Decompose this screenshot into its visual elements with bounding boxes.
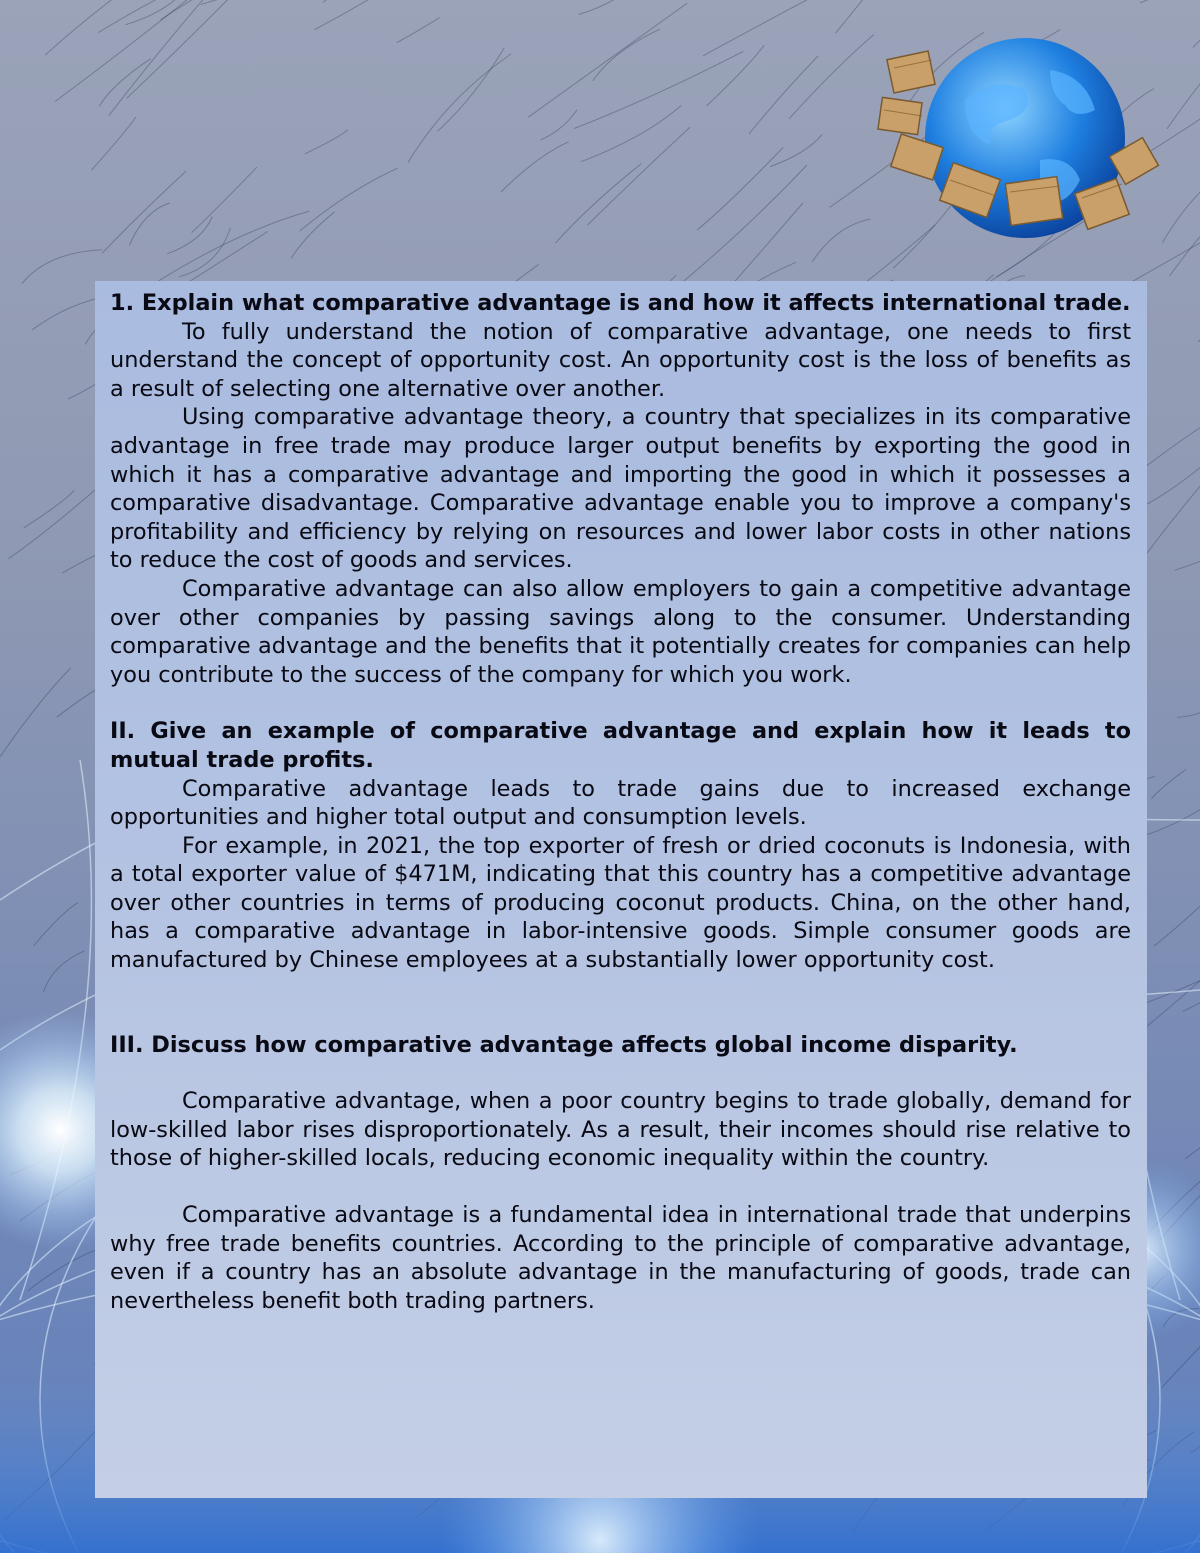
scratch-line	[812, 219, 870, 262]
scratch-line	[749, 56, 818, 134]
scratch-line	[836, 0, 952, 33]
scratch-line	[397, 18, 440, 43]
scratch-line	[581, 105, 681, 161]
scratch-line	[28, 1247, 106, 1291]
scratch-line	[1185, 1061, 1200, 1159]
scratch-line	[528, 3, 687, 117]
section1-title: 1. Explain what comparative advantage is and how it affects international trade.	[110, 290, 1131, 316]
scratch-line	[1151, 769, 1186, 799]
section3-title: III. Discuss how comparative advantage affects global income disparity.	[110, 1031, 1018, 1058]
scratch-line	[24, 490, 75, 528]
spacer	[110, 975, 1131, 1031]
scratch-line	[323, 0, 369, 3]
scratch-line	[574, 51, 743, 128]
scratch-line	[588, 127, 691, 225]
scratch-line	[34, 903, 78, 946]
section1-paragraph-2: Using comparative advantage theory, a country that specializes in its comparative advantage in free trade may produce larger output benefits by exporting the good in which it has a comparative advantage and importing the good in which it possesses a comparative disadvantage. Comparative advantage enable you to improve a company's profitability and efficiency by relying on resources and lower labor costs in other nations to reduce the cost of goods and services.	[110, 404, 1131, 574]
scratch-line	[92, 117, 136, 170]
section2-paragraph-2: For example, in 2021, the top exporter of fresh or dried coconuts is Indonesia, with a total exporter value of $471M, indicating that this country has a competitive advantage over other countries in terms of producing coconut products. China, on the other hand, has a comparative advantage in labor-intensive goods. Simple consumer goods are manufactured by Chinese employees at a substantially lower opportunity cost.	[110, 832, 1131, 974]
scratch-line	[159, 211, 310, 281]
scratch-line	[314, 0, 461, 30]
scratch-line	[1170, 229, 1200, 276]
scratch-line	[770, 135, 822, 167]
scratch-line	[22, 250, 102, 284]
scratch-line	[161, 0, 303, 20]
scratch-line	[1139, 374, 1200, 471]
section1-paragraph-3: Comparative advantage can also allow employers to gain a competitive advantage over other companies by passing savings along to the consumer. Understanding comparative advantage and the benefits that it potentially creates for companies can help you contribute to the success of the company for which you work.	[110, 575, 1131, 688]
scratch-line	[1162, 1332, 1200, 1388]
scratch-line	[789, 35, 874, 119]
scratch-line	[1146, 438, 1200, 505]
scratch-line	[579, 0, 638, 15]
scratch-line	[437, 48, 504, 131]
section1-paragraph-1: To fully understand the notion of comparative advantage, one needs to first understand the concept of opportunity cost. An opportunity cost is the loss of benefits as a result of selecting one alternative over another.	[110, 318, 1131, 402]
scratch-line	[291, 212, 335, 258]
scratch-line	[102, 171, 186, 253]
scratch-line	[1183, 942, 1200, 1012]
scratch-line	[1154, 884, 1200, 946]
scratch-line	[192, 167, 257, 232]
scratch-line	[501, 142, 569, 192]
scratch-line	[1177, 698, 1200, 718]
scratch-line	[697, 147, 783, 230]
spacer	[110, 1173, 1131, 1201]
section2-title: II. Give an example of comparative advantage and explain how it leads to mutual trade profits.	[110, 718, 1131, 773]
scratch-line	[593, 29, 660, 81]
scratch-line	[0, 668, 71, 757]
section2-paragraph-1: Comparative advantage leads to trade gains due to increased exchange opportunities and higher total output and consumption levels.	[110, 775, 1131, 831]
scratch-line	[408, 54, 511, 163]
scratch-line	[167, 217, 212, 254]
scratch-line	[98, 0, 209, 33]
scratch-line	[43, 951, 84, 993]
scratch-line	[703, 0, 812, 56]
scratch-line	[127, 0, 249, 98]
scratch-line	[555, 164, 641, 244]
scratch-line	[125, 0, 184, 25]
globe-with-boxes-icon	[870, 30, 1170, 250]
scratch-line	[305, 130, 348, 154]
scratch-line	[1193, 0, 1200, 47]
scratch-line	[1140, 0, 1200, 3]
scratch-line	[300, 168, 398, 231]
spacer	[110, 689, 1131, 717]
scratch-line	[680, 165, 807, 284]
section3-paragraph-2: Comparative advantage is a fundamental idea in international trade that underpins why free trade benefits countries. According to the principle of comparative advantage, even if a country has an absolute advantage in the manufacturing of goods, trade can nevertheless benefit both trading partners.	[110, 1202, 1131, 1314]
scratch-line	[179, 228, 230, 277]
scratch-line	[129, 203, 170, 246]
scratch-line	[540, 110, 577, 141]
scratch-line	[707, 45, 765, 106]
spacer	[110, 1059, 1131, 1087]
section3-paragraph-1: Comparative advantage, when a poor country begins to trade globally, demand for low-skilled labor rises disproportionately. As a result, their incomes should rise relative to those of higher-skilled locals, reducing economic inequality within the country.	[110, 1088, 1131, 1172]
content-panel	[95, 281, 1147, 1498]
scratch-line	[1167, 0, 1200, 129]
